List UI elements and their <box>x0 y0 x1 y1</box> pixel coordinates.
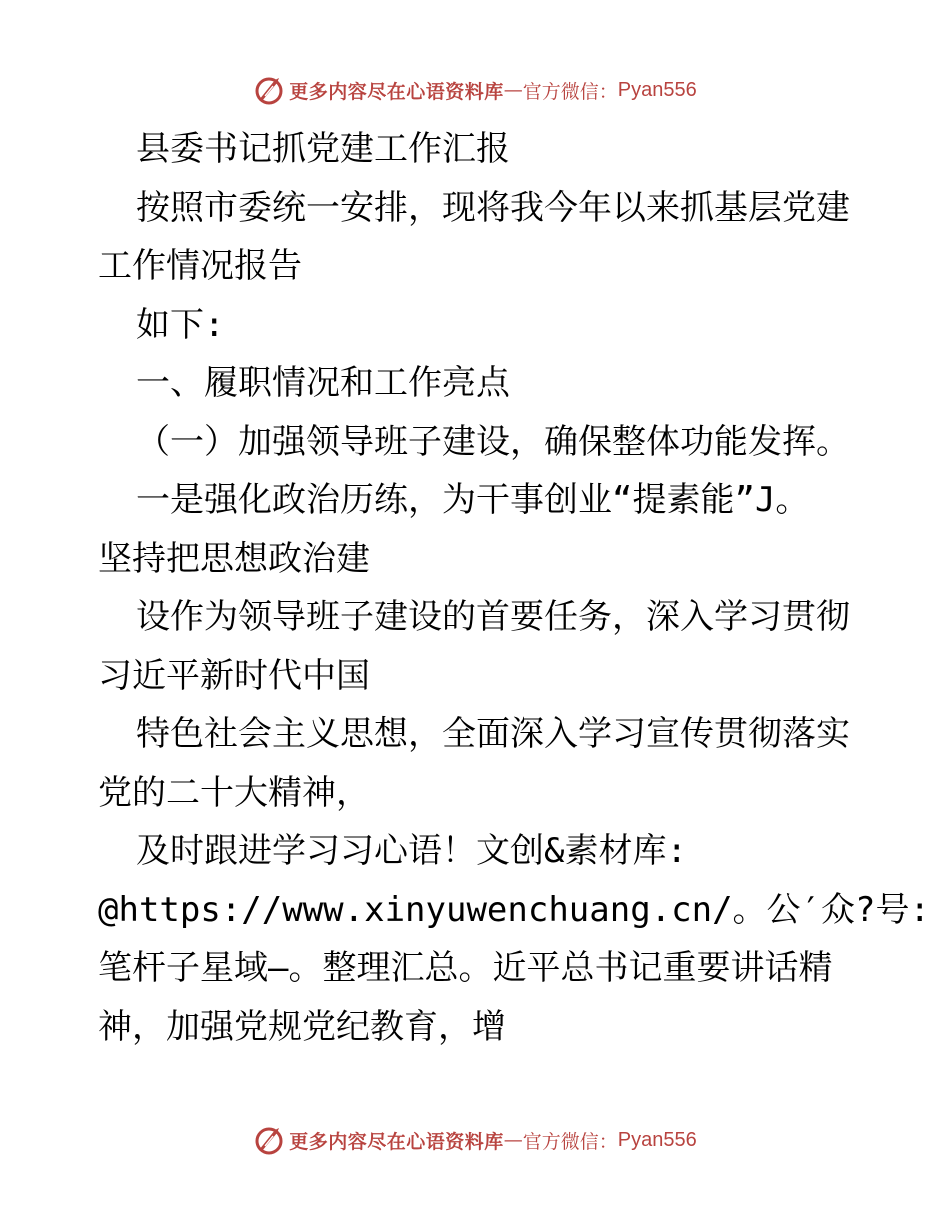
paragraph-line: 工作情况报告 <box>98 246 302 286</box>
banner-separator: — <box>503 1129 523 1151</box>
paragraph-line: 习近平新时代中国 <box>98 655 370 696</box>
paragraph-line: 如下: <box>136 304 225 345</box>
paragraph-line: 笔杆子星域—。整理汇总。近平总书记重要讲话精 <box>98 948 833 988</box>
document-title: 县委书记抓党建工作汇报 <box>136 129 510 169</box>
paragraph-line: 按照市委统一安排，现将我今年以来抓基层党建 <box>136 187 850 228</box>
paragraph-line: 及时跟进学习习心语！文创&素材库: <box>136 831 687 871</box>
subsection-heading: （一）加强领导班子建设，确保整体功能发挥。 <box>136 421 850 462</box>
paragraph-line: 神，加强党规党纪教育，增 <box>98 1006 506 1047</box>
quill-pen-in-circle-icon <box>253 74 285 106</box>
document-body <box>98 120 930 1056</box>
paragraph-line: 设作为领导班子建设的首要任务，深入学习贯彻 <box>136 597 850 637</box>
paragraph-line: 坚持把思想政治建 <box>98 538 370 579</box>
banner-wechat-label: 官方微信： <box>522 1130 618 1153</box>
header-watermark-banner <box>0 70 950 110</box>
paragraph-line: 党的二十大精神， <box>98 772 370 813</box>
banner-wechat-label: 官方微信： <box>522 80 618 103</box>
banner-text: 更多内容尽在心语资料库 <box>289 1130 504 1153</box>
banner-text: 更多内容尽在心语资料库 <box>289 80 504 103</box>
banner-wechat-id: Pyan556 <box>617 78 697 101</box>
banner-separator: — <box>503 79 523 101</box>
paragraph-line: 特色社会主义思想，全面深入学习宣传贯彻落实 <box>136 714 850 754</box>
footer-watermark-banner <box>0 1120 950 1160</box>
banner-wechat-id: Pyan556 <box>617 1128 697 1151</box>
quill-pen-in-circle-icon <box>253 1124 285 1156</box>
paragraph-line: 一是强化政治历练，为干事创业“提素能”J。 <box>136 480 810 520</box>
paragraph-line: @https://www.xinyuwenchuang.cn/。公′众?号: <box>98 889 930 930</box>
section-heading: 一、履职情况和工作亮点 <box>136 363 510 403</box>
